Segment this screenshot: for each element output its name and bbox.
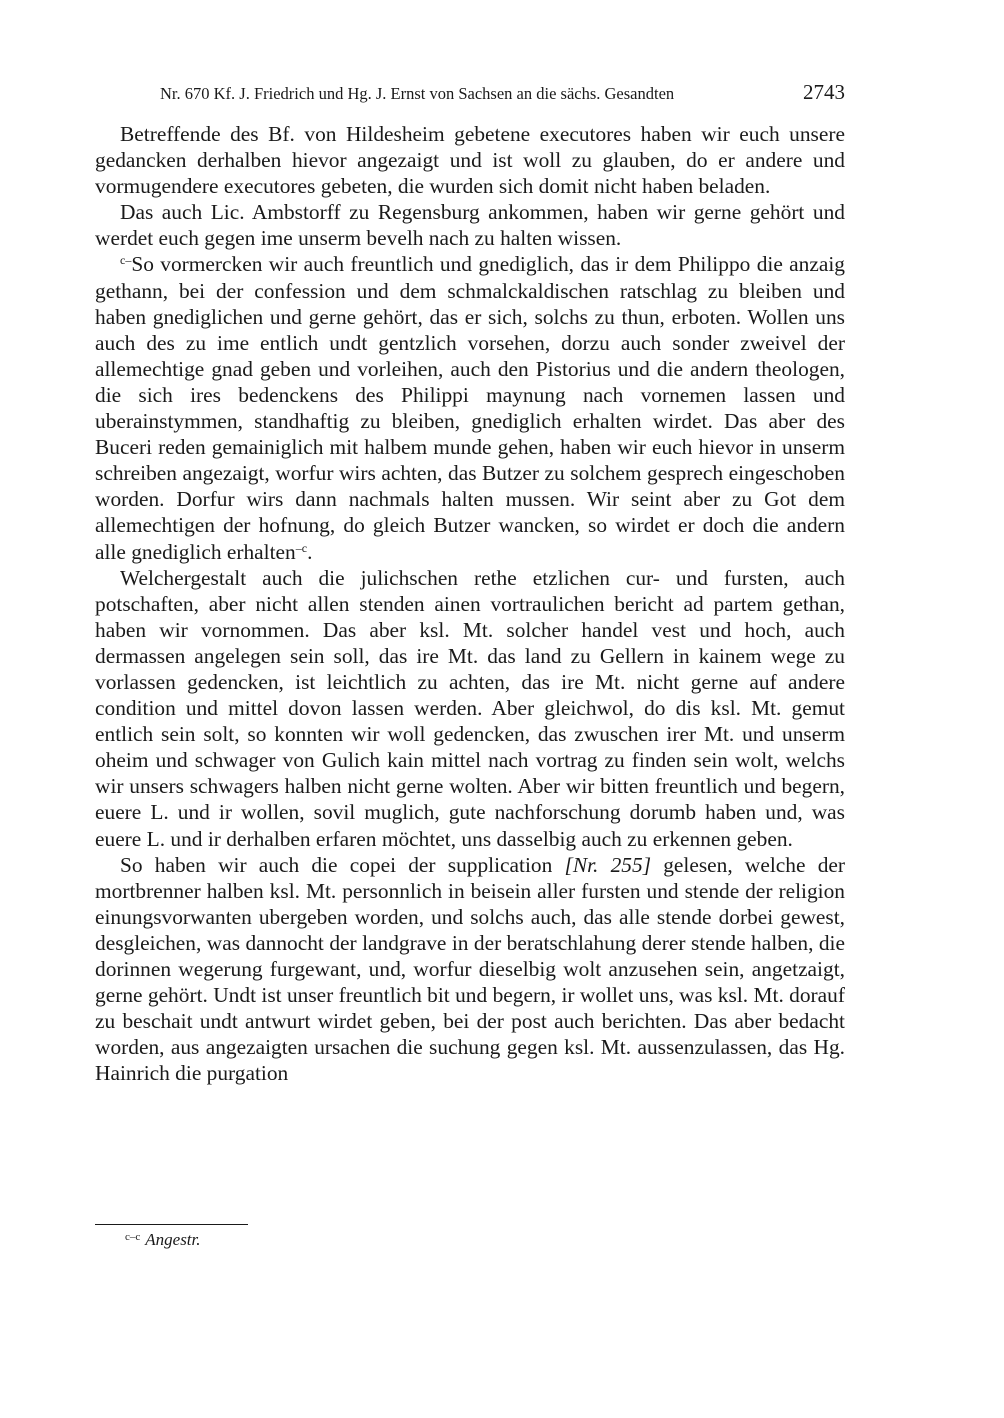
footnote-rule: [95, 1224, 248, 1225]
paragraph-end: .: [307, 539, 313, 564]
paragraph: [95, 852, 845, 1087]
paragraph: Das auch Lic. Ambstorff zu Regensburg ankommen, haben wir gerne gehört und werdet euch gegen ime unserm bevelh nach zu halten wissen.: [95, 200, 845, 251]
footnote-mark: c–c: [125, 1231, 141, 1243]
body-text: [95, 121, 845, 1086]
footnote-mark-close: –c: [295, 540, 308, 555]
document-page: [95, 0, 845, 1418]
paragraph-text: gelesen, welche der mortbrenner halben ksl. Mt. personnlich in beisein aller fursten und stende der religion einungsvorwanten ubergeben worden, und solchs auch, das alle stende dorbei gewest, desgleichen, was dannocht der landgrave in der beratschlahung derer stende halben, die dorinnen wegerung furgewant, und, worfur dieselbig wolt anzusehen sein, angetzaigt, gerne gehört. Undt ist unser freuntlich bit und begern, ir wollet uns, was ksl. Mt. dorauf zu beschait undt antwurt wirdet geben, bei der post auch berichten. Das aber bedacht worden, aus angezaigten ursachen die suchung gegen ksl. Mt. aussenzulassen, das Hg. Hainrich die purgation: [95, 852, 846, 1086]
paragraph-text: So haben wir auch die copei der supplication: [120, 852, 565, 877]
paragraph: Betreffende des Bf. von Hildesheim gebetene executores haben wir euch unsere gedancken derhalben hievor angezaigt und ist woll zu glauben, do er andere und vormugendere executores gebeten, die wurden sich domit nicht haben beladen.: [95, 122, 845, 199]
paragraph-text: So vormercken wir auch freuntlich und gnediglich, das ir dem Philippo die anzaig gethann, bei der confession und dem schmalckaldischen ratschlag zu bleiben und haben gnediglichen und gerne gehört, das er sich, solchs zu thun, erboten. Wollen uns auch des zu ime entlich undt gentzlich vorsehen, dorzu auch sonder zweivel der allemechtige gnad geben und vorleihen, auch den Pistorius und die andern theologen, die sich ires bedenckens des Philippi maynung nach vornemen lassen und uberainstymmen, standhaftig zu bleiben, gnediglich erhalten wirdet. Das aber des Buceri reden gemainiglich mit halbem munde gehen, haben wir euch hievor in unserm schreiben angezaigt, worfur wirs achten, das Butzer zu solchem gesprech eingeschoben worden. Dorfur wirs dann nachmals halten mussen. Wir seint aber zu Got dem allemechtigen der hofnung, do gleich Butzer wancken, so wirdet er doch die andern alle gnediglich erhalten: [95, 252, 845, 564]
cross-reference: [Nr. 255]: [564, 852, 652, 877]
page-number: 2743: [803, 80, 845, 104]
footnote: [125, 1230, 201, 1250]
paragraph: Welchergestalt auch die julichschen rethe etzlichen cur- und fursten, auch potschaften, aber nicht allen stenden ainen vortraulichen bericht ad partem gethan, haben wir vornommen. Das aber ksl. Mt. solcher handel vest und hoch, auch dermassen angelegen sein soll, das ire Mt. das land zu Gellern in kainem wege zu vorlassen gedencken, ist leichtlich zu achten, das ire Mt. nicht gerne auf andere condition und mittel dovon lassen werden. Aber gleichwol, do dis ksl. Mt. gemut entlich sein solt, so konnten wir woll gedencken, das zwuschen irer Mt. und unserm oheim und schwager von Gulich kain mittel nach vortrag zu finden sein wolt, welchs wir unsers schwagers halben nicht gerne wolten. Aber wir bitten freuntlich und begern, euere L. und ir wollen, sovil muglich, gute nachforschung dorumb haben und, was euere L. und ir derhalben erfaren möchtet, uns dasselbig auch zu erkennen geben.: [95, 565, 845, 851]
footnote-mark-open: c–: [120, 253, 132, 268]
running-title: Nr. 670 Kf. J. Friedrich und Hg. J. Ernst von Sachsen an die sächs. Gesandten: [160, 84, 675, 103]
paragraph: [95, 251, 845, 564]
footnote-text: Angestr.: [145, 1230, 201, 1249]
running-header: [95, 80, 845, 106]
